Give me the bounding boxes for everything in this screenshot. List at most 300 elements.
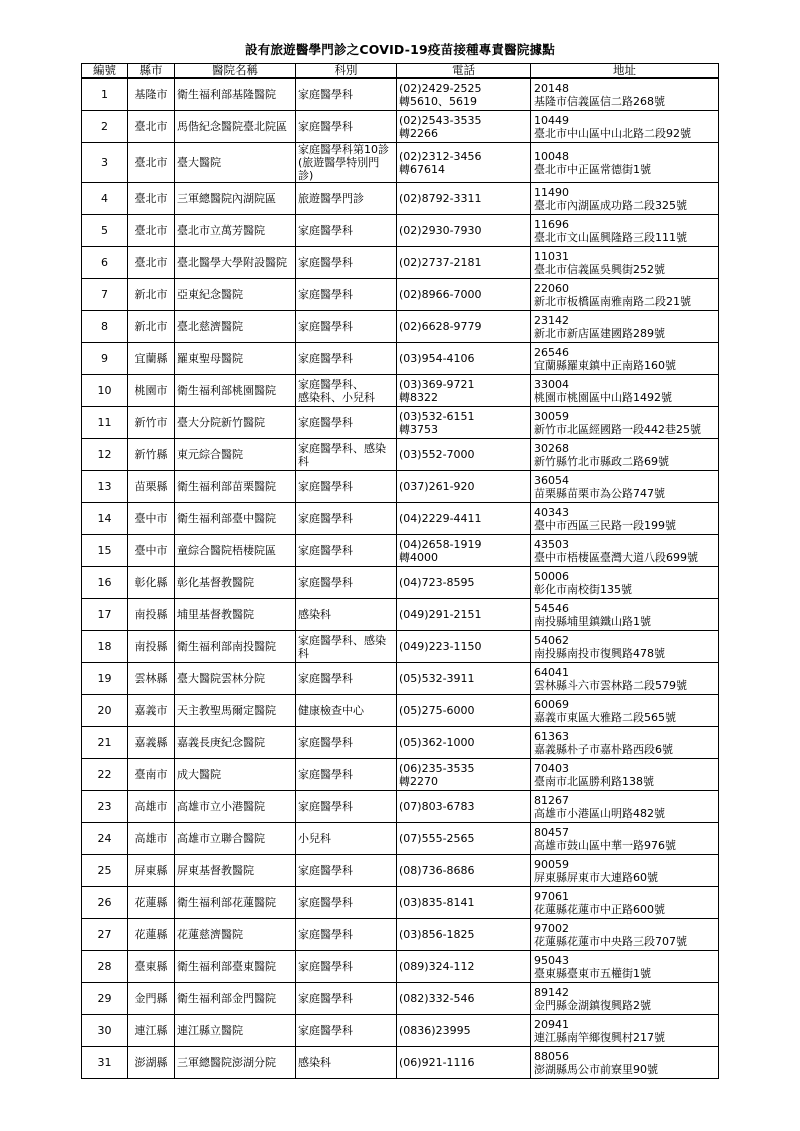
cell-department-line: 家庭醫學科	[298, 320, 353, 333]
cell-county: 高雄市	[128, 823, 175, 855]
cell-phone	[397, 439, 531, 471]
cell-address-line: 50006	[534, 569, 569, 583]
cell-department-line: 科	[298, 646, 309, 660]
cell-number: 7	[82, 279, 128, 311]
cell-address-line: 70403	[534, 761, 569, 775]
cell-address	[531, 143, 719, 183]
cell-phone	[397, 407, 531, 439]
cell-address	[531, 279, 719, 311]
cell-address	[531, 631, 719, 663]
cell-phone	[397, 951, 531, 983]
cell-department	[296, 1047, 397, 1079]
table-row	[82, 503, 719, 535]
cell-department	[296, 503, 397, 535]
cell-phone	[397, 311, 531, 343]
cell-phone	[397, 887, 531, 919]
table-row	[82, 727, 719, 759]
cell-phone-line: (03)369-9721	[399, 377, 475, 391]
cell-department-line: 家庭醫學科第10診	[298, 143, 389, 156]
cell-address	[531, 1015, 719, 1047]
cell-number: 28	[82, 951, 128, 983]
cell-department-line: 感染科	[298, 608, 331, 621]
cell-department-line: 家庭醫學科	[298, 120, 353, 133]
table-header-row	[82, 64, 719, 79]
table-row	[82, 599, 719, 631]
cell-county: 臺南市	[128, 759, 175, 791]
cell-department-line: 科	[298, 454, 309, 468]
table-row	[82, 919, 719, 951]
cell-address	[531, 599, 719, 631]
header-county: 縣市	[128, 64, 175, 79]
table-row	[82, 695, 719, 727]
table-row	[82, 279, 719, 311]
cell-county: 臺北市	[128, 247, 175, 279]
cell-county: 屏東縣	[128, 855, 175, 887]
cell-number: 21	[82, 727, 128, 759]
cell-address-line: 90059	[534, 857, 569, 871]
cell-phone-line: (02)2543-3535	[399, 113, 482, 127]
cell-address-line: 金門縣金湖鎮復興路2號	[534, 998, 651, 1012]
cell-address	[531, 1047, 719, 1079]
cell-phone	[397, 279, 531, 311]
cell-hospital-name: 埔里基督教醫院	[175, 599, 296, 631]
cell-phone	[397, 471, 531, 503]
cell-number: 27	[82, 919, 128, 951]
cell-address	[531, 791, 719, 823]
cell-county: 彰化縣	[128, 567, 175, 599]
cell-number: 12	[82, 439, 128, 471]
cell-number: 10	[82, 375, 128, 407]
cell-address-line: 澎湖縣馬公市前寮里90號	[534, 1062, 658, 1076]
cell-address-line: 臺東縣臺東市五權街1號	[534, 966, 651, 980]
table-row	[82, 111, 719, 143]
table-row	[82, 311, 719, 343]
cell-department-line: 家庭醫學科	[298, 960, 353, 973]
cell-department	[296, 343, 397, 375]
table-row	[82, 471, 719, 503]
header-address: 地址	[531, 64, 719, 79]
cell-department	[296, 183, 397, 215]
cell-address-line: 33004	[534, 377, 569, 391]
cell-county: 嘉義縣	[128, 727, 175, 759]
cell-address-line: 20941	[534, 1017, 569, 1031]
cell-department	[296, 823, 397, 855]
cell-address	[531, 855, 719, 887]
cell-department-line: 感染科、小兒科	[298, 390, 375, 404]
cell-number: 16	[82, 567, 128, 599]
table-row	[82, 78, 719, 111]
table-row	[82, 631, 719, 663]
cell-department	[296, 919, 397, 951]
cell-department	[296, 407, 397, 439]
cell-hospital-name: 臺大醫院雲林分院	[175, 663, 296, 695]
cell-number: 9	[82, 343, 128, 375]
cell-department-line: 家庭醫學科	[298, 576, 353, 589]
cell-address-line: 11031	[534, 249, 569, 263]
cell-address	[531, 183, 719, 215]
cell-address	[531, 727, 719, 759]
table-row	[82, 567, 719, 599]
cell-address	[531, 919, 719, 951]
cell-address	[531, 111, 719, 143]
cell-address-line: 雲林縣斗六市雲林路二段579號	[534, 678, 687, 692]
cell-county: 臺東縣	[128, 951, 175, 983]
cell-department	[296, 887, 397, 919]
cell-address	[531, 375, 719, 407]
cell-address-line: 南投縣埔里鎮鐵山路1號	[534, 614, 651, 628]
table-row	[82, 215, 719, 247]
cell-department	[296, 599, 397, 631]
header-department: 科別	[296, 64, 397, 79]
cell-phone	[397, 759, 531, 791]
cell-address-line: 22060	[534, 281, 569, 295]
cell-department	[296, 311, 397, 343]
table-body	[82, 78, 719, 1079]
cell-address-line: 43503	[534, 537, 569, 551]
cell-phone	[397, 695, 531, 727]
table-row	[82, 1015, 719, 1047]
cell-number: 30	[82, 1015, 128, 1047]
cell-department	[296, 759, 397, 791]
cell-address-line: 臺北市中山區中山北路二段92號	[534, 126, 691, 140]
table-row	[82, 855, 719, 887]
cell-county: 宜蘭縣	[128, 343, 175, 375]
cell-department-line: 健康檢查中心	[298, 704, 364, 717]
cell-phone-line: (03)835-8141	[399, 896, 475, 909]
table-row	[82, 951, 719, 983]
cell-number: 18	[82, 631, 128, 663]
cell-county: 新竹市	[128, 407, 175, 439]
cell-county: 新北市	[128, 311, 175, 343]
cell-department-line: 家庭醫學科	[298, 256, 353, 269]
cell-department	[296, 727, 397, 759]
cell-address-line: 新竹市北區經國路一段442巷25號	[534, 422, 701, 436]
cell-county: 南投縣	[128, 599, 175, 631]
cell-phone	[397, 183, 531, 215]
cell-county: 雲林縣	[128, 663, 175, 695]
cell-address	[531, 695, 719, 727]
cell-hospital-name: 高雄市立小港醫院	[175, 791, 296, 823]
cell-department	[296, 439, 397, 471]
cell-county: 花蓮縣	[128, 919, 175, 951]
cell-department-line: (旅遊醫學特別門診)	[298, 156, 380, 182]
cell-county: 基隆市	[128, 78, 175, 111]
cell-phone	[397, 599, 531, 631]
cell-address-line: 新北市新店區建國路289號	[534, 326, 665, 340]
cell-address-line: 臺中市梧棲區臺灣大道八段699號	[534, 550, 698, 564]
cell-department	[296, 143, 397, 183]
cell-number: 26	[82, 887, 128, 919]
cell-phone	[397, 663, 531, 695]
cell-phone-line: (02)8792-3311	[399, 192, 482, 205]
cell-hospital-name: 衛生福利部桃園醫院	[175, 375, 296, 407]
cell-phone	[397, 78, 531, 111]
cell-phone-line: 轉2266	[399, 126, 438, 140]
cell-county: 臺北市	[128, 183, 175, 215]
cell-department-line: 家庭醫學科	[298, 992, 353, 1005]
cell-hospital-name: 衛生福利部南投醫院	[175, 631, 296, 663]
cell-address-line: 苗栗縣苗栗市為公路747號	[534, 486, 665, 500]
cell-department-line: 感染科	[298, 1056, 331, 1069]
table-row	[82, 535, 719, 567]
cell-number: 15	[82, 535, 128, 567]
cell-department-line: 家庭醫學科	[298, 416, 353, 429]
cell-phone-line: (07)555-2565	[399, 832, 475, 845]
cell-phone	[397, 143, 531, 183]
cell-phone-line: (03)954-4106	[399, 352, 475, 365]
cell-address-line: 新北市板橋區南雅南路二段21號	[534, 294, 691, 308]
cell-address	[531, 247, 719, 279]
cell-county: 臺中市	[128, 503, 175, 535]
cell-department-line: 家庭醫學科	[298, 480, 353, 493]
cell-department-line: 家庭醫學科	[298, 896, 353, 909]
cell-address-line: 嘉義縣朴子市嘉朴路西段6號	[534, 742, 673, 756]
cell-phone	[397, 343, 531, 375]
cell-county: 花蓮縣	[128, 887, 175, 919]
cell-department	[296, 247, 397, 279]
cell-hospital-name: 衛生福利部金門醫院	[175, 983, 296, 1015]
cell-phone	[397, 535, 531, 567]
header-phone: 電話	[397, 64, 531, 79]
cell-address-line: 80457	[534, 825, 569, 839]
cell-hospital-name: 衛生福利部苗栗醫院	[175, 471, 296, 503]
cell-address-line: 64041	[534, 665, 569, 679]
cell-hospital-name: 嘉義長庚紀念醫院	[175, 727, 296, 759]
cell-number: 4	[82, 183, 128, 215]
cell-address-line: 花蓮縣花蓮市中央路三段707號	[534, 934, 687, 948]
cell-address	[531, 78, 719, 111]
cell-number: 20	[82, 695, 128, 727]
cell-address-line: 新竹縣竹北市縣政二路69號	[534, 454, 669, 468]
cell-department-line: 家庭醫學科	[298, 800, 353, 813]
cell-address-line: 臺北市文山區興隆路三段111號	[534, 230, 687, 244]
table-row	[82, 823, 719, 855]
cell-phone-line: (082)332-546	[399, 992, 475, 1005]
cell-county: 桃園市	[128, 375, 175, 407]
cell-department-line: 家庭醫學科	[298, 864, 353, 877]
cell-county: 金門縣	[128, 983, 175, 1015]
cell-address-line: 30268	[534, 441, 569, 455]
cell-phone	[397, 631, 531, 663]
cell-phone-line: (04)723-8595	[399, 576, 475, 589]
cell-phone	[397, 375, 531, 407]
cell-address-line: 89142	[534, 985, 569, 999]
cell-address	[531, 535, 719, 567]
cell-phone	[397, 727, 531, 759]
header-number: 編號	[82, 64, 128, 79]
cell-county: 臺中市	[128, 535, 175, 567]
cell-hospital-name: 三軍總醫院內湖院區	[175, 183, 296, 215]
cell-hospital-name: 臺北慈濟醫院	[175, 311, 296, 343]
cell-department-line: 家庭醫學科、感染	[298, 441, 386, 455]
cell-address-line: 54546	[534, 601, 569, 615]
cell-address-line: 屏東縣屏東市大連路60號	[534, 870, 658, 884]
cell-phone-line: (03)856-1825	[399, 928, 475, 941]
cell-hospital-name: 童綜合醫院梧棲院區	[175, 535, 296, 567]
cell-address-line: 高雄市鼓山區中華一路976號	[534, 838, 676, 852]
table-row	[82, 247, 719, 279]
cell-address-line: 桃園市桃園區中山路1492號	[534, 390, 672, 404]
cell-address-line: 61363	[534, 729, 569, 743]
cell-address-line: 臺北市信義區吳興街252號	[534, 262, 665, 276]
cell-address-line: 臺中市西區三民路一段199號	[534, 518, 676, 532]
cell-number: 24	[82, 823, 128, 855]
cell-department	[296, 791, 397, 823]
cell-number: 2	[82, 111, 128, 143]
cell-address	[531, 503, 719, 535]
cell-number: 3	[82, 143, 128, 183]
cell-phone	[397, 855, 531, 887]
table-row	[82, 375, 719, 407]
cell-county: 連江縣	[128, 1015, 175, 1047]
cell-department-line: 家庭醫學科	[298, 1024, 353, 1037]
cell-department	[296, 279, 397, 311]
cell-address	[531, 343, 719, 375]
cell-address-line: 97002	[534, 921, 569, 935]
cell-number: 23	[82, 791, 128, 823]
cell-address-line: 20148	[534, 81, 569, 95]
cell-address-line: 11490	[534, 185, 569, 199]
cell-phone-line: 轉2270	[399, 774, 438, 788]
cell-phone-line: (02)2930-7930	[399, 224, 482, 237]
cell-phone-line: 轉5610、5619	[399, 94, 477, 108]
cell-phone	[397, 215, 531, 247]
cell-hospital-name: 彰化基督教醫院	[175, 567, 296, 599]
cell-phone-line: (05)532-3911	[399, 672, 475, 685]
cell-hospital-name: 衛生福利部花蓮醫院	[175, 887, 296, 919]
cell-phone-line: (05)362-1000	[399, 736, 475, 749]
cell-address-line: 臺北市中正區常德街1號	[534, 162, 651, 176]
cell-county: 臺北市	[128, 111, 175, 143]
cell-number: 25	[82, 855, 128, 887]
cell-hospital-name: 臺大分院新竹醫院	[175, 407, 296, 439]
table-row	[82, 1047, 719, 1079]
cell-address-line: 60069	[534, 697, 569, 711]
cell-county: 嘉義市	[128, 695, 175, 727]
cell-address-line: 26546	[534, 345, 569, 359]
cell-address-line: 基隆市信義區信二路268號	[534, 94, 665, 108]
cell-address	[531, 471, 719, 503]
cell-number: 8	[82, 311, 128, 343]
cell-phone	[397, 1015, 531, 1047]
cell-number: 5	[82, 215, 128, 247]
cell-department	[296, 983, 397, 1015]
table-row	[82, 183, 719, 215]
cell-phone	[397, 503, 531, 535]
cell-department-line: 家庭醫學科	[298, 288, 353, 301]
cell-hospital-name: 屏東基督教醫院	[175, 855, 296, 887]
cell-address-line: 81267	[534, 793, 569, 807]
cell-department-line: 旅遊醫學門診	[298, 192, 364, 205]
table-row	[82, 759, 719, 791]
cell-department	[296, 631, 397, 663]
cell-hospital-name: 天主教聖馬爾定醫院	[175, 695, 296, 727]
cell-phone	[397, 919, 531, 951]
cell-department	[296, 567, 397, 599]
cell-phone-line: 轉4000	[399, 550, 438, 564]
cell-hospital-name: 東元綜合醫院	[175, 439, 296, 471]
cell-hospital-name: 羅東聖母醫院	[175, 343, 296, 375]
cell-department	[296, 535, 397, 567]
cell-phone-line: (03)552-7000	[399, 448, 475, 461]
cell-address	[531, 439, 719, 471]
cell-phone-line: (089)324-112	[399, 960, 475, 973]
cell-hospital-name: 亞東紀念醫院	[175, 279, 296, 311]
cell-department	[296, 855, 397, 887]
cell-address-line: 95043	[534, 953, 569, 967]
table-row	[82, 343, 719, 375]
cell-phone-line: 轉3753	[399, 422, 438, 436]
hospital-table	[81, 63, 719, 1079]
cell-department	[296, 375, 397, 407]
cell-address-line: 南投縣南投市復興路478號	[534, 646, 665, 660]
cell-address-line: 臺南市北區勝利路138號	[534, 774, 654, 788]
cell-number: 11	[82, 407, 128, 439]
cell-department-line: 家庭醫學科	[298, 352, 353, 365]
cell-address-line: 嘉義市東區大雅路二段565號	[534, 710, 676, 724]
table-row	[82, 663, 719, 695]
cell-address-line: 11696	[534, 217, 569, 231]
cell-department-line: 家庭醫學科、感染	[298, 633, 386, 647]
cell-hospital-name: 臺北市立萬芳醫院	[175, 215, 296, 247]
cell-phone	[397, 983, 531, 1015]
cell-department	[296, 215, 397, 247]
cell-department-line: 家庭醫學科	[298, 928, 353, 941]
cell-phone	[397, 247, 531, 279]
cell-address	[531, 887, 719, 919]
cell-department	[296, 1015, 397, 1047]
document-title: 設有旅遊醫學門診之COVID-19疫苗接種專責醫院據點	[245, 42, 555, 57]
cell-hospital-name: 衛生福利部臺東醫院	[175, 951, 296, 983]
cell-phone-line: (02)2312-3456	[399, 149, 482, 163]
cell-county: 高雄市	[128, 791, 175, 823]
table-row	[82, 407, 719, 439]
cell-address-line: 88056	[534, 1049, 569, 1063]
cell-number: 22	[82, 759, 128, 791]
cell-address-line: 臺北市內湖區成功路二段325號	[534, 198, 687, 212]
cell-department-line: 家庭醫學科	[298, 88, 353, 101]
cell-county: 苗栗縣	[128, 471, 175, 503]
cell-address	[531, 823, 719, 855]
cell-hospital-name: 三軍總醫院澎湖分院	[175, 1047, 296, 1079]
cell-hospital-name: 成大醫院	[175, 759, 296, 791]
cell-hospital-name: 高雄市立聯合醫院	[175, 823, 296, 855]
cell-phone-line: (049)291-2151	[399, 608, 482, 621]
cell-phone-line: (02)6628-9779	[399, 320, 482, 333]
cell-address-line: 彰化市南校街135號	[534, 582, 632, 596]
cell-hospital-name: 花蓮慈濟醫院	[175, 919, 296, 951]
cell-number: 13	[82, 471, 128, 503]
cell-phone-line: (049)223-1150	[399, 640, 482, 653]
cell-address	[531, 759, 719, 791]
cell-phone	[397, 823, 531, 855]
cell-department-line: 家庭醫學科	[298, 768, 353, 781]
cell-phone-line: (08)736-8686	[399, 864, 475, 877]
cell-phone-line: (07)803-6783	[399, 800, 475, 813]
cell-address-line: 36054	[534, 473, 569, 487]
cell-department	[296, 663, 397, 695]
cell-address-line: 30059	[534, 409, 569, 423]
cell-address	[531, 311, 719, 343]
cell-phone-line: (02)8966-7000	[399, 288, 482, 301]
cell-address-line: 97061	[534, 889, 569, 903]
cell-county: 南投縣	[128, 631, 175, 663]
cell-phone-line: (0836)23995	[399, 1024, 471, 1037]
cell-phone-line: (037)261-920	[399, 480, 475, 493]
cell-department	[296, 111, 397, 143]
cell-address	[531, 215, 719, 247]
cell-phone-line: 轉8322	[399, 390, 438, 404]
